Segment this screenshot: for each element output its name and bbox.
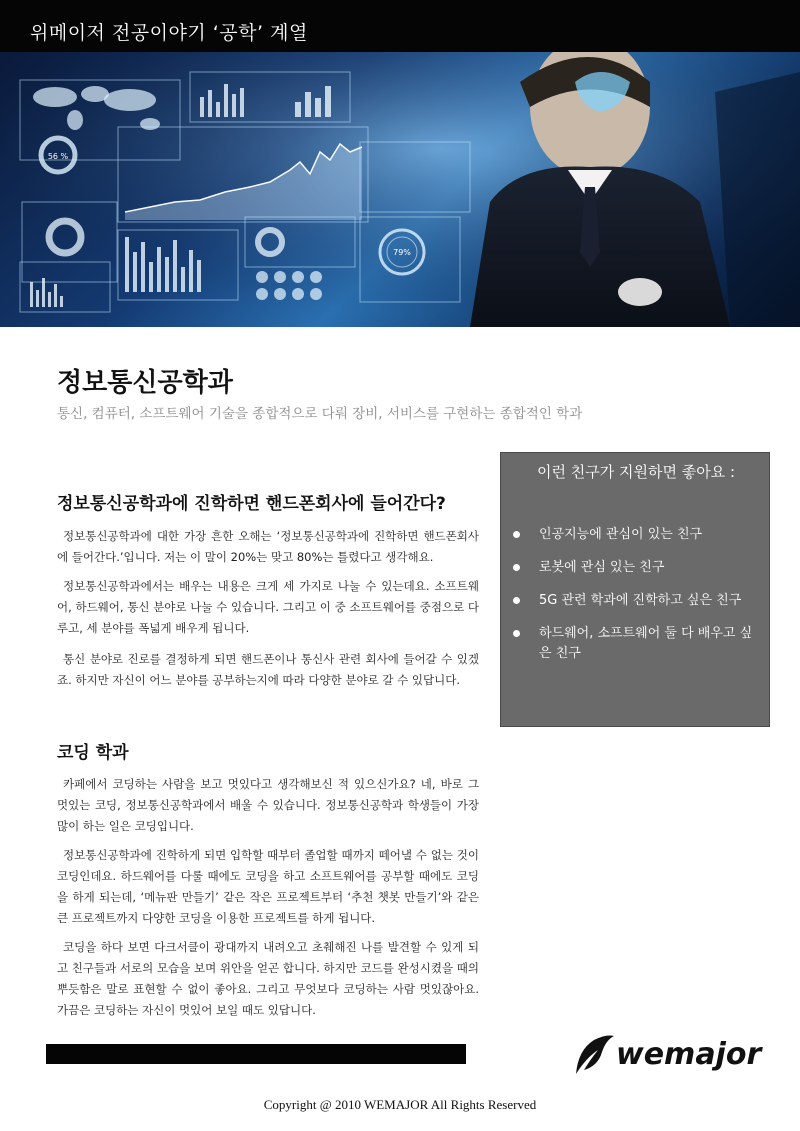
recommendation-list	[513, 525, 758, 677]
list-item-text: 하드웨어, 소프트웨어 둘 다 배우고 싶은 친구	[539, 626, 753, 661]
bullet-icon	[513, 564, 520, 571]
bullet-icon	[513, 630, 520, 637]
section2-paragraph-3: 코딩을 하다 보면 다크서클이 광대까지 내려오고 초췌해진 나를 발견할 수 있게 되고 친구들과 서로의 모습을 보며 위안을 얻곤 합니다. 하지만 코드를 완성시켰을 때의 뿌듯함은 말로 표현할 수 없이 좋아요. 그리고 무엇보다 코딩하는 사람 멋있잖아요. 가끔은 코딩하는 자신이 멋있어 보일 때도 있답니다.	[57, 940, 479, 1017]
logo-text: wemajor	[616, 1037, 762, 1072]
recommendation-box	[500, 452, 770, 727]
bullet-icon	[513, 597, 520, 604]
gauge-label-2: 79%	[393, 248, 411, 257]
section-heading-1: 정보통신공학과에 진학하면 핸드폰회사에 들어간다?	[57, 494, 446, 514]
header-title: 위메이저 전공이야기 ‘공학’ 계열	[30, 22, 308, 44]
section1-paragraph-3: 통신 분야로 진로를 결정하게 되면 핸드폰이나 통신사 관련 회사에 들어갈 수 있겠죠. 하지만 자신이 어느 분야를 공부하는지에 따라 다양한 분야로 갈 수 있답니다.	[57, 652, 479, 687]
hero-image	[0, 52, 800, 327]
gauge-label-1: 56 %	[47, 152, 69, 161]
section1-paragraph-1: 정보통신공학과에 대한 가장 흔한 오해는 ‘정보통신공학과에 진학하면 핸드폰회사에 들어간다.’입니다. 저는 이 말이 20%는 맞고 80%는 틀렸다고 생각해요.	[57, 529, 479, 564]
list-item	[513, 558, 758, 578]
wemajor-logo	[572, 1030, 772, 1078]
bullet-icon	[513, 531, 520, 538]
section-heading-2: 코딩 학과	[57, 743, 129, 763]
section2-paragraph-2: 정보통신공학과에 진학하게 되면 입학할 때부터 졸업할 때까지 떼어낼 수 없는 것이 코딩인데요. 하드웨어를 다룰 때에도 코딩을 하고 소프트웨어를 공부할 때에도 코딩을 하게 되는데, ‘메뉴판 만들기’ 같은 작은 프로젝트부터 ‘추천 챗봇 만들기’와 같은 큰 프로젝트까지 다양한 코딩을 이용한 프로젝트를 하게 됩니다.	[57, 848, 479, 925]
list-item-text: 인공지능에 관심이 있는 친구	[539, 527, 703, 542]
header-bar	[0, 0, 800, 52]
section1-paragraph-2: 정보통신공학과에서는 배우는 내용은 크게 세 가지로 나눌 수 있는데요. 소프트웨어, 하드웨어, 통신 분야로 나눌 수 있습니다. 그리고 이 중 소프트웨어를 중점으로 다루고, 세 분야를 폭넓게 배우게 됩니다.	[57, 579, 479, 635]
footer-bar	[46, 1044, 466, 1064]
copyright-text: Copyright @ 2010 WEMAJOR All Rights Reserved	[263, 1097, 537, 1112]
hero-illustration	[0, 52, 800, 327]
list-item-text: 5G 관련 학과에 진학하고 싶은 친구	[539, 593, 742, 608]
recommendation-title: 이런 친구가 지원하면 좋아요 :	[536, 463, 735, 481]
list-item	[513, 624, 758, 664]
list-item-text: 로봇에 관심 있는 친구	[539, 560, 665, 575]
list-item	[513, 591, 758, 611]
section2-paragraph-1: 카페에서 코딩하는 사람을 보고 멋있다고 생각해보신 적 있으신가요? 네, 바로 그 멋있는 코딩, 정보통신공학과에서 배울 수 있습니다. 정보통신공학과 학생들이 가장 많이 하는 일은 코딩입니다.	[57, 777, 479, 833]
page-title: 정보통신공학과	[57, 368, 233, 398]
page-subtitle: 통신, 컴퓨터, 소프트웨어 기술을 종합적으로 다뤄 장비, 서비스를 구현하는 종합적인 학과	[57, 406, 583, 422]
list-item	[513, 525, 758, 545]
